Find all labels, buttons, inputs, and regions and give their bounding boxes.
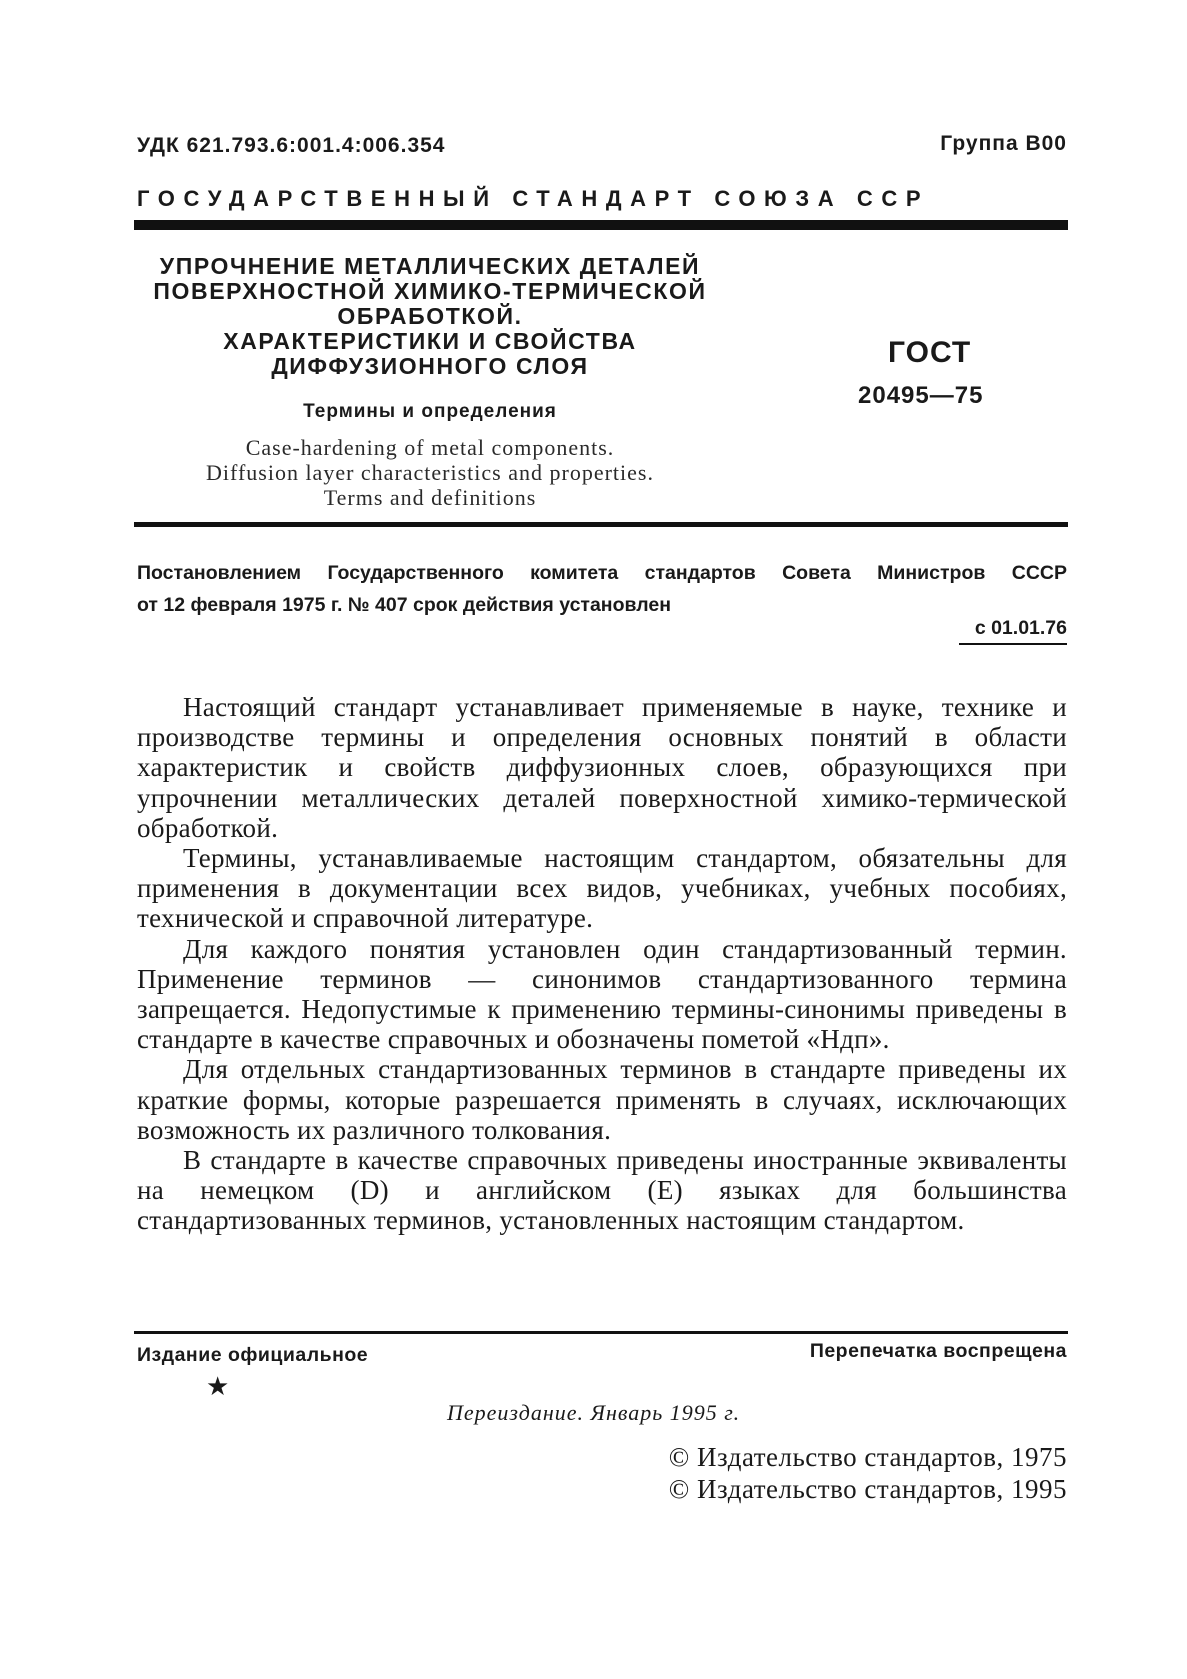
state-standard-heading: ГОСУДАРСТВЕННЫЙ СТАНДАРТ СОЮЗА ССР — [137, 186, 930, 211]
reprint-notice: Перепечатка воспрещена — [809, 1340, 1067, 1362]
decree-line: от 12 февраля 1975 г. № 407 срок действия установлен — [137, 594, 671, 616]
paragraph: Для отдельных стандартизованных терминов в стандарте приведены их краткие формы, которые разрешается применять в случаях, исключающих возможность их различного толкования. — [137, 1054, 1067, 1145]
star-icon: ★ — [206, 1372, 230, 1402]
paragraph: В стандарте в качестве справочных приведены иностранные эквиваленты на немецком (D) и английском (E) языках для большинства стандартизованных терминов, установленных настоящим стандартом. — [137, 1145, 1067, 1236]
title-block — [130, 254, 730, 510]
copyright-line: © Издательство стандартов, 1995 — [668, 1474, 1067, 1504]
title-line: ОБРАБОТКОЙ. — [337, 303, 523, 329]
official-edition: Издание официальное — [137, 1344, 369, 1366]
udk-code: УДК 621.793.6:001.4:006.354 — [137, 134, 446, 157]
reissue-note: Переиздание. Январь 1995 г. — [447, 1400, 741, 1425]
body-text — [137, 692, 1067, 1236]
paragraph: Для каждого понятия установлен один стандартизованный термин. Применение терминов — синонимов стандартизованного термина запрещается. Недопустимые к применению термины-синонимы приведены в стандарте в качестве справочных и обозначены пометой «Ндп». — [137, 933, 1067, 1055]
header-rule — [134, 220, 1068, 230]
effective-date-underline — [959, 643, 1067, 645]
english-title-line: Terms and definitions — [323, 485, 537, 510]
effective-date: с 01.01.76 — [974, 617, 1067, 639]
decree-line: Постановлением Государственного комитета стандартов Совета Министров СССР — [137, 562, 1067, 584]
paragraph: Настоящий стандарт устанавливает применяемые в науке, технике и производстве термины и определения основных понятий в области характеристик и свойств диффузионных слоев, образующихся при упрочнении металлических деталей поверхностной химико-термической обработкой. — [137, 692, 1067, 843]
gost-number: 20495—75 — [858, 382, 984, 409]
paragraph: Термины, устанавливаемые настоящим стандартом, обязательны для применения в документации всех видов, учебниках, учебных пособиях, технической и справочной литературе. — [137, 843, 1067, 934]
group-code: Группа В00 — [940, 132, 1067, 155]
english-title-line: Case-hardening of metal components. — [245, 435, 615, 460]
title-line: УПРОЧНЕНИЕ МЕТАЛЛИЧЕСКИХ ДЕТАЛЕЙ — [159, 253, 701, 279]
title-line: ХАРАКТЕРИСТИКИ И СВОЙСТВА — [223, 328, 637, 354]
english-title-line: Diffusion layer characteristics and properties. — [206, 460, 654, 485]
title-rule — [134, 522, 1068, 527]
gost-label: ГОСТ — [888, 336, 972, 369]
title-line: ДИФФУЗИОННОГО СЛОЯ — [271, 353, 589, 379]
subtitle: Термины и определения — [303, 401, 557, 422]
title-line: ПОВЕРХНОСТНОЙ ХИМИКО-ТЕРМИЧЕСКОЙ — [153, 278, 707, 304]
decree-block — [137, 557, 1067, 621]
footer-rule — [134, 1331, 1068, 1334]
copyright-line: © Издательство стандартов, 1975 — [668, 1442, 1067, 1472]
